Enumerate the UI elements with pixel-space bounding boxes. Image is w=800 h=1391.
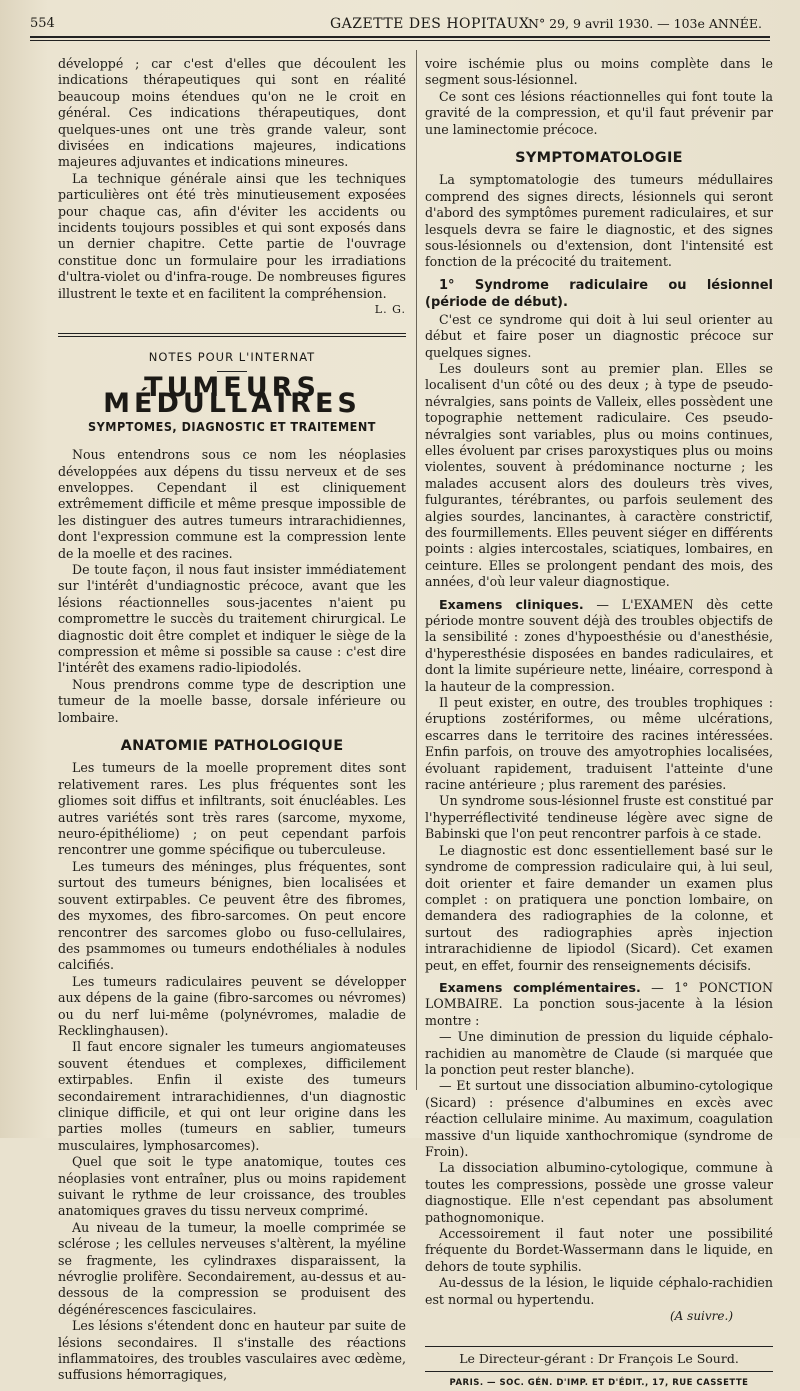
article-paragraph: Au niveau de la tumeur, la moelle comprimée se sclérose ; les cellules nerveuses s'altèrent, la myéline se fragmente, les cylindraxes disparaissent, la névroglie prolifère. Secondairement, au-dessus et au-dessous de la compression se produisent des dégénérescences fasciculaires. [58, 1219, 406, 1317]
article-paragraph: Quel que soit le type anatomique, toutes ces néoplasies vont entraîner, plus ou moins rapidement suivant le rythme de leur croissance, des troubles anatomiques graves du tissu nerveux comprimé. [58, 1154, 406, 1219]
article-paragraph: C'est ce syndrome qui doit à lui seul orienter au début et faire poser un diagnostic précoce sur quelques signes. [425, 311, 773, 360]
article-paragraph: Les tumeurs de la moelle proprement dites sont relativement rares. Les plus fréquentes sont les gliomes soit diffus et infiltrants, soit énucléables. Les autres variétés sont très rares (sarcome, myxome, neuro-épithéliome) ; on peut cependant parfois rencontrer une gomme spécifique ou tuberculeuse. [58, 760, 406, 858]
review-signature: L. G. [374, 303, 406, 317]
article-paragraph: Il peut exister, en outre, des troubles trophiques : éruptions zostériformes, ou même ulcérations, escarres dans le territoire des racines intéressées. Enfin parfois, on trouve des amyotrophies localisées, évoluant rapidement, traduisent l'atteinte d'une racine antérieure ; plus rarement des parésies. [425, 695, 773, 793]
section-heading: SYMPTOMATOLOGIE [515, 150, 683, 167]
column-divider [416, 50, 417, 1090]
article-paragraph: Nous entendrons sous ce nom les néoplasies développées aux dépens du tissu nerveux et de ses enveloppes. Cependant il est cliniquement extrêmement difficile et même presque impossible de les distinguer des autres tumeurs intrarachidiennes, dont l'expression commune est la compression lente de la moelle et des racines. [58, 447, 406, 561]
article-paragraph: La symptomatologie des tumeurs médullaires comprend des signes directs, lésionnels qui seront d'abord des symptômes purement radiculaires, et sur lesquels devra se faire le diagnostic, et des signes sous-lésionnels ou d'extension, dont l'intensité est fonction de la précocité du traitement. [425, 172, 773, 270]
article-title: TUMEURS MÉDULLAIRES [103, 371, 361, 420]
article-paragraph: — Et surtout une dissociation albumino-cytologique (Sicard) : présence d'albumines en excès avec réaction cellulaire minime. Au maximum, coagulation massive d'un liquide xanthochromique (syndrome de Froin). [425, 1078, 773, 1159]
director-line: Le Directeur-gérant : Dr François Le Sourd. [459, 1351, 739, 1367]
article-paragraph: Un syndrome sous-lésionnel fruste est constitué par l'hyperréflectivité tendineuse légère avec signe de Babinski que l'on peut rencontrer parfois à ce stade. [425, 793, 773, 842]
article-subtitle: SYMPTOMES, DIAGNOSTIC ET TRAITEMENT [88, 418, 376, 434]
section-heading: ANATOMIE PATHOLOGIQUE [120, 738, 344, 755]
article-paragraph: Les tumeurs radiculaires peuvent se développer aux dépens de la gaine (fibro-sarcomes ou névromes) ou du nerf lui-même (polynévromes, maladie de Recklinghausen). [58, 973, 406, 1038]
paragraph-text: — 1° PONCTION LOMBAIRE. La ponction sous-jacente à la lésion montre : [425, 979, 773, 1028]
page-number: 554 [30, 16, 55, 31]
article-paragraph: De toute façon, il nous faut insister immédiatement sur l'intérêt d'undiagnostic précoce, avant que les lésions réactionnelles sous-jacentes n'aient pu compromettre le succès du traitement chirurgical. Le diagnostic doit être complet et indiquer le siège de la compression et même si possible sa cause : c'est dire l'intérêt des examens radio-lipiodolés. [58, 561, 406, 676]
article-paragraph: Les douleurs sont au premier plan. Elles se localisent d'un côté ou des deux ; à type de pseudo-névralgies, sans points de Valleix, elles possèdent une topographie nettement radiculaire. Ces pseudo-névralgies sont variables, plus ou moins continues, elles évoluent par crises paroxystiques plus ou moins violentes, souvent à prédominance nocturne ; les malades accusent alors des douleurs très vives, fulgurantes, térébrantes, ou parfois seulement des algies sourdes, lancinantes, à caractère constrictif, des fourmillements. Elles peuvent siéger en différents points : algies intercostales, sciatiques, lombaires, en ceinture. Elles se prolongent pendant des mois, des années, d'où leur valeur diagnostique. [425, 360, 773, 590]
runin-heading: Examens complémentaires. [439, 979, 641, 995]
article-paragraph: Les tumeurs des méninges, plus fréquentes, sont surtout des tumeurs bénignes, bien localisées et souvent extirpables. Ce peuvent être des fibromes, des myxomes, des fibro-sarcomes. On peut encore rencontrer des sarcomes globo ou fuso-cellulaires, des psammomes ou tumeurs endothéliales à nodules calcifiés. [58, 858, 406, 973]
article-paragraph [425, 980, 773, 1029]
paragraph-text: — L'EXAMEN dès cette période montre souvent déjà des troubles objectifs de la sensibilité : zones d'hypoesthésie ou d'anesthésie, d'hyperesthésie disposées en bandes radiculaires, et dont la limite supérieure nette, linéaire, correspond à la hauteur de la compression. [425, 596, 773, 694]
footer-rule [425, 1346, 773, 1347]
section-separator [58, 333, 406, 337]
right-column [425, 56, 773, 1391]
article-paragraph: Le diagnostic est donc essentiellement basé sur le syndrome de compression radiculaire qui, à lui seul, doit orienter et faire demander un examen plus complet : on pratiquera une ponction lombaire, on demandera des radiographies de la colonne, et surtout des radiographies après injection intrarachidienne de lipiodol (Sicard). Cet examen peut, en effet, fournir des renseignements décisifs. [425, 842, 773, 973]
header-rule-thin [30, 40, 770, 41]
article-paragraph: Accessoirement il faut noter une possibilité fréquente du Bordet-Wassermann dans le liquide, en dehors de toute syphilis. [425, 1226, 773, 1274]
article-paragraph [425, 597, 773, 695]
section-label: NOTES POUR L'INTERNAT [148, 349, 316, 364]
article-paragraph: Il faut encore signaler les tumeurs angiomateuses souvent étendues et complexes, difficilement extirpables. Enfin il existe des tumeurs secondairement intrarachidiennes, d'un diagnostic clinique difficile, et qui ont leur origine dans les parties molles (tumeurs en sablier, tumeurs musculaires, lymphosarcomes). [58, 1039, 406, 1153]
review-paragraph: développé ; car c'est d'elles que découlent les indications thérapeutiques qui sont en réalité beaucoup moins étendues qu'on ne le croit en général. Ces indications thérapeutiques, dont quelques-unes ont une très grande valeur, sont divisées en indications majeures, indications majeures adjuvantes et indications mineures. [58, 56, 406, 170]
to-be-continued: (A suivre.) [670, 1309, 733, 1324]
left-column [58, 56, 406, 1384]
article-paragraph: La dissociation albumino-cytologique, commune à toutes les compressions, possède une grosse valeur diagnostique. Elle n'est cependant pas absolument pathognomonique. [425, 1160, 773, 1225]
header-rule [30, 36, 770, 38]
issue-info: N° 29, 9 avril 1930. — 103e ANNÉE. [528, 16, 762, 31]
printer-line: PARIS. — SOC. GÉN. D'IMP. ET D'ÉDIT., 17, RUE CASSETTE [449, 1377, 749, 1388]
runin-heading: Examens cliniques. [439, 596, 584, 612]
review-paragraph: La technique générale ainsi que les techniques particulières ont été très minutieusement exposées pour chaque cas, afin d'éviter les accidents ou incidents toujours possibles et qui sont exposés dans un dernier chapitre. Cette partie de l'ouvrage constitue donc un formulaire pour les irradiations d'ultra-violet ou d'infra-rouge. De nombreuses figures illustrent le texte et en facilitent la compréhension. [58, 170, 406, 301]
journal-title: GAZETTE DES HOPITAUX [330, 16, 530, 32]
footer-rule-thin [425, 1371, 773, 1372]
article-paragraph: Au-dessus de la lésion, le liquide céphalo-rachidien est normal ou hypertendu. [425, 1275, 773, 1307]
article-paragraph: Les lésions s'étendent donc en hauteur par suite de lésions secondaires. Il s'installe des réactions inflammatoires, des troubles vasculaires avec œdème, suffusions hémorragiques, [58, 1318, 406, 1383]
article-paragraph: Nous prendrons comme type de description une tumeur de la moelle basse, dorsale inférieure ou lombaire. [58, 676, 406, 725]
article-paragraph: Ce sont ces lésions réactionnelles qui font toute la gravité de la compression, et qu'il faut prévenir par une laminectomie précoce. [425, 88, 773, 137]
article-paragraph: — Une diminution de pression du liquide céphalo-rachidien au manomètre de Claude (si marquée que la ponction peut rester blanche). [425, 1029, 773, 1077]
subsection-heading [425, 277, 773, 312]
article-paragraph: voire ischémie plus ou moins complète dans le segment sous-lésionnel. [425, 56, 773, 88]
subsection-heading-text: 1° Syndrome radiculaire ou lésionnel (période de début). [425, 277, 773, 311]
